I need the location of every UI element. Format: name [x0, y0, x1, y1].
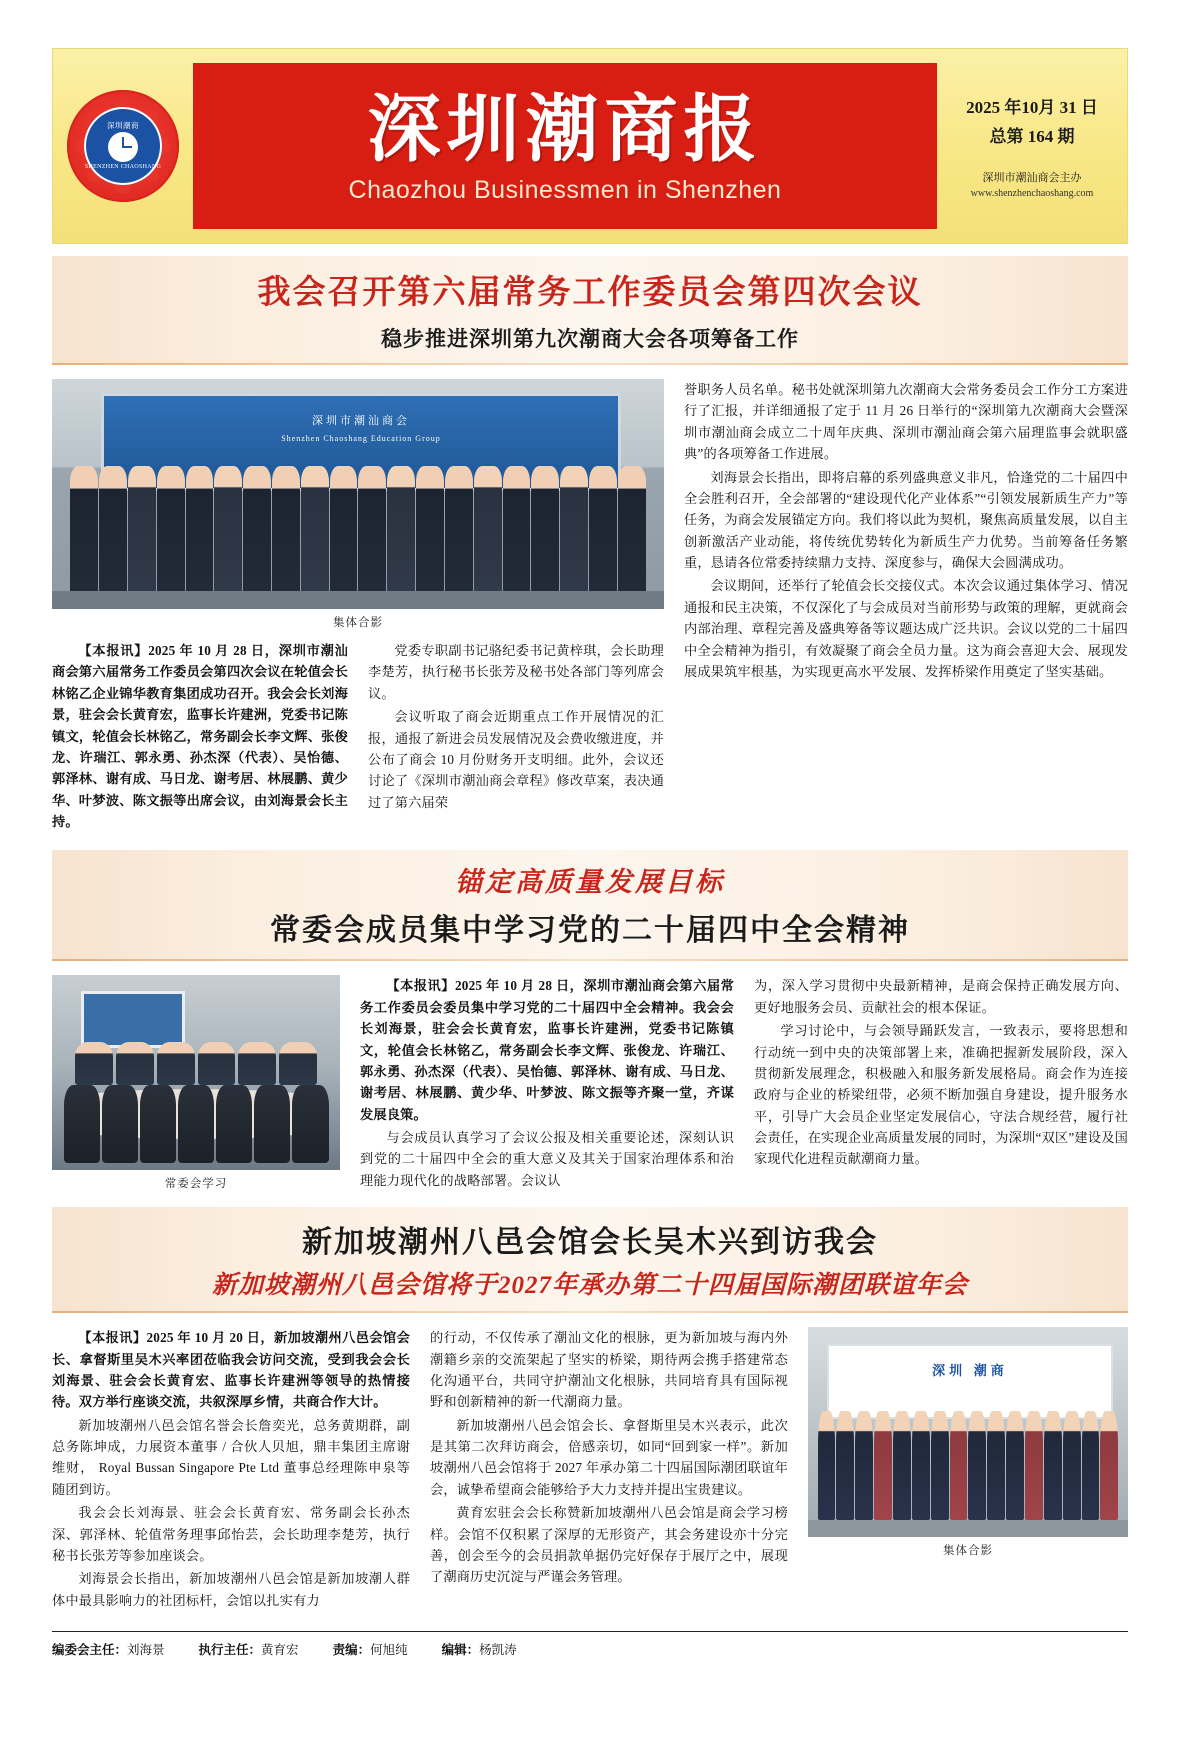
photo-backdrop-line2: Shenzhen Chaoshang Education Group: [281, 433, 441, 443]
article1-col2: [368, 640, 664, 834]
article1-photo: [52, 379, 664, 609]
article3-p6: 新加坡潮州八邑会馆会长、拿督斯里吴木兴表示，此次是其第二次拜访商会，倍感亲切，如同“回到家一样”。新加坡潮州八邑会馆将于 2027 年承办第二十四届国际潮团联谊年会，诚挚希望商会能够给予大力支持并提出宝贵建议。: [430, 1417, 788, 1497]
article1-right-column: [684, 379, 1128, 834]
photo-attendees-back: [75, 1042, 317, 1085]
article3-banner: [52, 1207, 1128, 1313]
article1-p1: 【本报讯】2025 年 10 月 28 日，深圳市潮汕商会第六届常务工作委员会第四次会议在轮值会长林铭乙企业锦华教育集团成功召开。我会会长刘海景，驻会会长黄育宏，监事长许建洲，党委书记陈镇文，轮值会长林铭乙，常务副会长李文辉、张俊龙、许瑞江、郭永勇、孙杰深（代表）、吴怡德、郭泽林、谢有成、马日龙、谢考居、林展鹏、黄少华、叶梦波、陈文振等出席会议，由刘海景会长主持。: [52, 643, 348, 829]
article3-photo-caption: 集体合影: [943, 1545, 993, 1558]
publisher-org: 深圳市潮汕商会主办: [982, 172, 1082, 184]
article3-p4: 刘海景会长指出，新加坡潮州八邑会馆是新加坡潮人群体中最具影响力的社团标杆，会馆以扎实有力: [52, 1571, 410, 1608]
article1-headline: 我会召开第六届常务工作委员会第四次会议: [257, 273, 923, 310]
article3-p2: 新加坡潮州八邑会馆名誉会长詹奕光，总务黄期群，副总务陈坤成，力展资本董事 / 合伙人贝旭，鼎丰集团主席谢维财， Royal Bussan Singapore Pte Ltd 董事总经理陈申泉等随团到访。: [52, 1417, 410, 1497]
photo-attendees-front: [64, 1085, 329, 1163]
footer-item-1: [52, 1640, 165, 1658]
article2-photo-column: [52, 975, 340, 1193]
article1-photo-wrap: [52, 379, 664, 630]
footer-item-4: [442, 1640, 517, 1658]
article2-col1: [360, 975, 734, 1193]
photo-backdrop-line1: 深圳市潮汕商会: [311, 414, 410, 427]
footer-value-2: 黄育宏: [261, 1643, 299, 1657]
article1-subhead: 稳步推进深圳第九次潮商大会各项筹备工作: [381, 328, 799, 351]
chamber-logo-icon: [67, 90, 179, 202]
article1-p6: 会议期间，还举行了轮值会长交接仪式。本次会议通过集体学习、情况通报和民主决策，不仅深化了与会成员对当前形势与政策的理解，更就商会内部治理、章程完善及盛典筹备等议题达成广泛共识。会议以党的二十届四中全会精神为指引，有效凝聚了商会全员力量。这为商会喜迎大会、展现发展成果筑牢根基，为实现更高水平发展、发挥桥梁作用奠定了坚实基础。: [684, 578, 1128, 679]
article2-p4: 学习讨论中，与会领导踊跃发言，一致表示，要将思想和行动统一到中央的决策部署上来，准确把握新发展阶段，深入贯彻新发展理念，积极融入和服务新发展格局。商会作为连接政府与企业的桥梁纽带，必须不断加强自身建设，提升服务水平，引导广大会员企业坚定发展信心，守法合规经营，履行社会责任，在实现企业高质量发展的同时，为深圳“双区”建设及国家现代化进程贡献潮商力量。: [754, 1023, 1128, 1167]
footer-label-4: 编辑：: [441, 1643, 480, 1657]
article3-col1: [52, 1327, 410, 1613]
paper-title-en: Chaozhou Businessmen in Shenzhen: [348, 176, 782, 204]
footer-label-1: 编委会主任：: [52, 1643, 128, 1657]
issue-date: 2025 年10月 31 日: [966, 98, 1098, 117]
footer-label-3: 责编：: [332, 1643, 371, 1657]
article2-body: [52, 975, 1128, 1193]
article3-photo-column: [808, 1327, 1128, 1613]
article2-p1: 【本报讯】2025 年 10 月 28 日，深圳市潮汕商会第六届常务工作委员会委员集中学习党的二十届四中全会精神。我会会长刘海景，驻会会长黄育宏，监事长许建洲，党委书记陈镇文，轮值会长林铭乙，常务副会长李文辉、张俊龙、许瑞江、郭永勇、孙杰深（代表）、吴怡德、郭泽林、谢有成、马日龙、谢考居、林展鹏、黄少华、叶梦波、陈文振等齐聚一堂，齐谋发展良策。: [360, 978, 734, 1122]
photo-group-people: [818, 1411, 1119, 1520]
article2-col2: [754, 975, 1128, 1193]
footer-value-4: 杨凯涛: [479, 1643, 517, 1657]
masthead-logo: [53, 49, 193, 243]
article2-eyebrow: 锚定高质量发展目标: [455, 867, 725, 898]
article1-left-column: [52, 379, 664, 834]
article1-photo-caption: 集体合影: [333, 617, 383, 629]
photo-people: [70, 466, 645, 595]
article3-photo: [808, 1327, 1128, 1537]
footer-item-2: [199, 1640, 299, 1658]
footer-item-3: [333, 1640, 408, 1658]
photo-floor-strip: [808, 1520, 1128, 1537]
photo-floor: [52, 591, 664, 609]
article2-p3: 为，深入学习贯彻中央最新精神，是商会保持正确发展方向、更好地服务会员、贡献社会的根本保证。: [754, 978, 1128, 1015]
article1-p5: 刘海景会长指出，即将启幕的系列盛典意义非凡，恰逢党的二十届四中全会胜利召开，全会部署的“建设现代化产业体系”“引领发展新质生产力”等任务，为商会发展锚定方向。我们将以此为契机，聚焦高质量发展，以自主创新激活产业动能，将传统优势转化为新质生产力优势。当前筹备任务繁重，恳请各位常委持续鼎力支持、深度参与，确保大会圆满成功。: [684, 469, 1128, 570]
article3-col2: [430, 1327, 788, 1613]
article3-p5: 的行动，不仅传承了潮汕文化的根脉，更为新加坡与海内外潮籍乡亲的交流架起了坚实的桥梁，期待两会携手搭建常态化沟通平台，共同守护潮汕文化根脉，共同培育具有国际视野和创新精神的新一代潮商力量。: [430, 1330, 788, 1410]
article3-p1: 【本报讯】2025 年 10 月 20 日，新加坡潮州八邑会馆会长、拿督斯里吴木兴率团莅临我会访问交流，受到我会会长刘海景、驻会会长黄育宏、监事长许建洲等领导的热情接待。双方举行座谈交流，共叙深厚乡情，共商合作大计。: [52, 1330, 410, 1410]
footer-divider: [52, 1631, 1128, 1632]
article2-headline: 常委会成员集中学习党的二十届四中全会精神: [270, 914, 910, 948]
article3-body: [52, 1327, 1128, 1613]
article1-p3: 会议听取了商会近期重点工作开展情况的汇报，通报了新进会员发展情况及会费收缴进度，并公布了商会 10 月份财务开支明细。此外，会议还讨论了《深圳市潮汕商会章程》修改草案，表决通过了第六届荣: [368, 709, 664, 810]
logo-text-bottom: SHENZHEN CHAOSHANG: [84, 163, 162, 170]
clock-icon: [108, 132, 138, 162]
article3-p3: 我会会长刘海景、驻会会长黄育宏、常务副会长孙杰深、郭泽林、轮值常务理事邱怡芸，会长助理李楚芳，执行秘书长张芳等参加座谈会。: [52, 1505, 410, 1563]
article2-photo-caption: 常委会学习: [164, 1178, 228, 1191]
masthead-meta: [937, 49, 1127, 243]
article3-headline: 新加坡潮州八邑会馆会长吴木兴到访我会: [302, 1226, 878, 1260]
newspaper-page: [0, 48, 1180, 1752]
masthead: [52, 48, 1128, 244]
footer-value-3: 何旭纯: [370, 1643, 408, 1657]
article1-banner: [52, 256, 1128, 365]
article1-p4: 誉职务人员名单。秘书处就深圳第九次潮商大会常务委员会工作分工方案进行了汇报，并详细通报了定于 11 月 26 日举行的“深圳第九次潮商大会暨深圳市潮汕商会成立二十周年庆典、深圳市潮汕商会第六届理监事会就职盛典”的各项筹备工作进展。: [684, 382, 1128, 462]
article1-p2: 党委专职副书记骆纪委书记黄梓琪，会长助理李楚芳，执行秘书长张芳及秘书处各部门等列席会议。: [368, 643, 664, 701]
article2-photo: [52, 975, 340, 1170]
publisher-website[interactable]: www.shenzhenchaoshang.com: [970, 188, 1094, 199]
article2-banner: [52, 850, 1128, 961]
logo-text-top: 深圳潮商: [107, 120, 139, 130]
footer-credits: [52, 1640, 1128, 1658]
photo-backdrop-text: 深圳 潮商: [932, 1362, 1008, 1378]
issue-number: 总第 164 期: [989, 127, 1075, 146]
logo-inner-emblem: [84, 107, 162, 185]
paper-title-cn: 深圳潮商报: [367, 89, 763, 170]
photo-backdrop-banner: [827, 1344, 1113, 1419]
article2-p2: 与会成员认真学习了会议公报及相关重要论述，深刻认识到党的二十届四中全会的重大意义及其关于国家治理体系和治理能力现代化的战略部署。会议认: [360, 1130, 734, 1188]
article1-body: [52, 379, 1128, 834]
article1-col1: [52, 640, 348, 834]
article3-subhead: 新加坡潮州八邑会馆将于2027年承办第二十四届国际潮团联谊年会: [211, 1272, 968, 1300]
masthead-title-block: [193, 63, 937, 229]
article3-p7: 黄育宏驻会会长称赞新加坡潮州八邑会馆是商会学习榜样。会馆不仅积累了深厚的无形资产，其会务建设亦十分完善，创会至今的会员捐款单据仍完好保存于展厅之中，展现了潮商历史沉淀与严谨会务管理。: [430, 1505, 788, 1585]
footer-label-2: 执行主任：: [198, 1643, 262, 1657]
photo-projector-screen: [81, 991, 185, 1048]
footer-value-1: 刘海景: [127, 1643, 165, 1657]
